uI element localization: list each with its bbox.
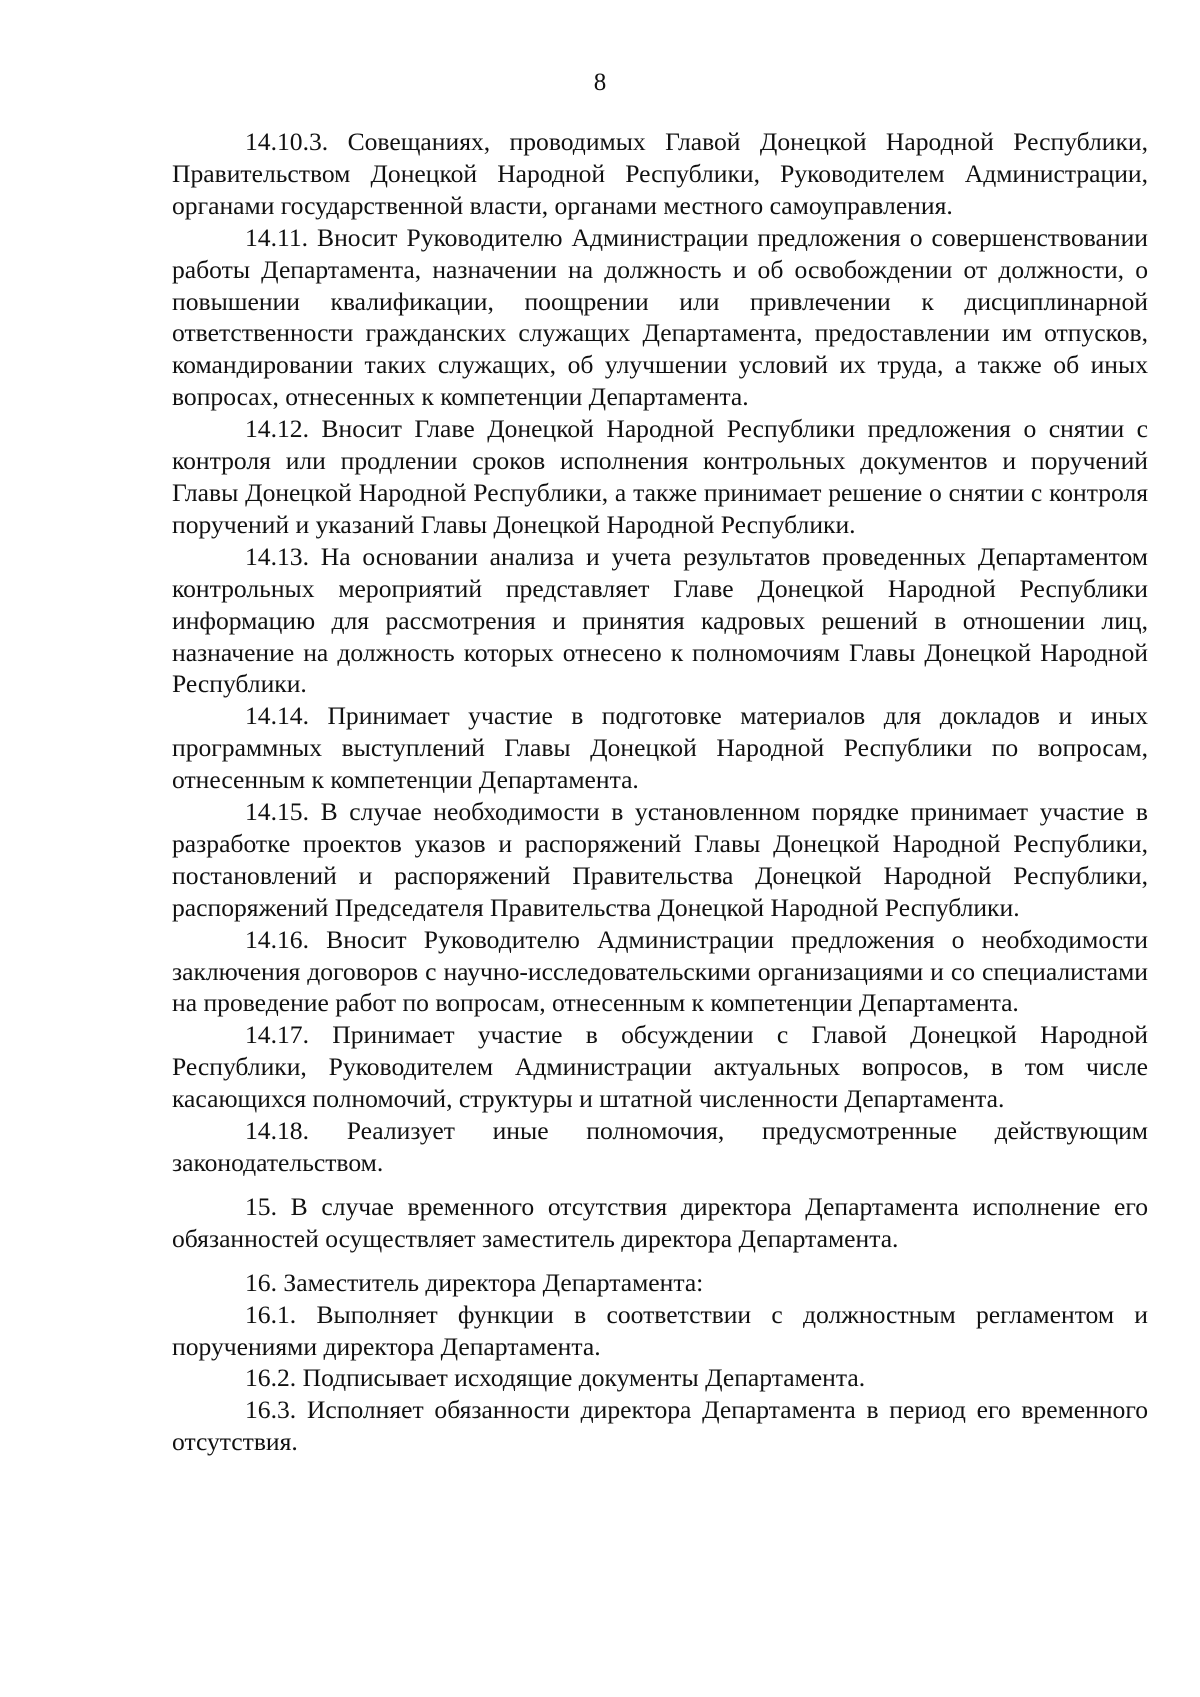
paragraph-14-17: 14.17. Принимает участие в обсуждении с Главой Донецкой Народной Республики, Руководителем Администрации актуальных вопросов, в том числе касающихся полномочий, структуры и штатной численности Департамента. [172,1020,1148,1114]
paragraph-16-3: 16.3. Исполняет обязанности директора Департамента в период его временного отсутствия. [172,1395,1148,1457]
paragraph-16: 16. Заместитель директора Департамента: [245,1267,704,1297]
paragraph-15: 15. В случае временного отсутствия директора Департамента исполнение его обязанностей осуществляет заместитель директора Департамента. [172,1191,1148,1253]
paragraph-14-12: 14.12. Вносит Главе Донецкой Народной Республики предложения о снятии с контроля или продлении сроков исполнения контрольных документов и поручений Главы Донецкой Народной Республики, а также принимает решение о снятии с контроля поручений и указаний Главы Донецкой Народной Республики. [172,414,1148,539]
paragraph-14-10-3: 14.10.3. Совещаниях, проводимых Главой Донецкой Народной Республики, Правительством Донецкой Народной Республики, Руководителем Администрации, органами государственной власти, органами местного самоуправления. [172,127,1148,220]
paragraph-14-15: 14.15. В случае необходимости в установленном порядке принимает участие в разработке проектов указов и распоряжений Главы Донецкой Народной Республики, постановлений и распоряжений Правительства Донецкой Народной Республики, распоряжений Председателя Правительства Донецкой Народной Республики. [172,797,1148,922]
page-number: 8 [593,69,607,96]
document-body [172,126,1148,1458]
paragraph-14-18: 14.18. Реализует иные полномочия, предусмотренные действующим законодательством. [172,1116,1148,1177]
paragraph-16-1: 16.1. Выполняет функции в соответствии с должностным регламентом и поручениями директора Департамента. [172,1299,1148,1361]
paragraph-14-16: 14.16. Вносит Руководителю Администрации предложения о необходимости заключения договоров с научно-исследовательскими организациями и со специалистами на проведение работ по вопросам, отнесенным к компетенции Департамента. [172,924,1148,1018]
paragraph-14-14: 14.14. Принимает участие в подготовке материалов для докладов и иных программных выступлений Главы Донецкой Народной Республики по вопросам, отнесенным к компетенции Департамента. [172,701,1148,795]
paragraph-14-13: 14.13. На основании анализа и учета результатов проведенных Департаментом контрольных мероприятий представляет Главе Донецкой Народной Республики информацию для рассмотрения и принятия кадровых решений в отношении лиц, назначение на должность которых отнесено к полномочиям Главы Донецкой Народной Республики. [172,541,1148,699]
paragraph-14-11: 14.11. Вносит Руководителю Администрации предложения о совершенствовании работы Департамента, назначении на должность и об освобождении от должности, о повышении квалификации, поощрении или привлечении к дисциплинарной ответственности гражданских служащих Департамента, предоставлении им отпусков, командировании таких служащих, об улучшении условий их труда, а также об иных вопросах, отнесенных к компетенции Департамента. [172,222,1148,412]
paragraph-16-2: 16.2. Подписывает исходящие документы Департамента. [245,1363,866,1393]
